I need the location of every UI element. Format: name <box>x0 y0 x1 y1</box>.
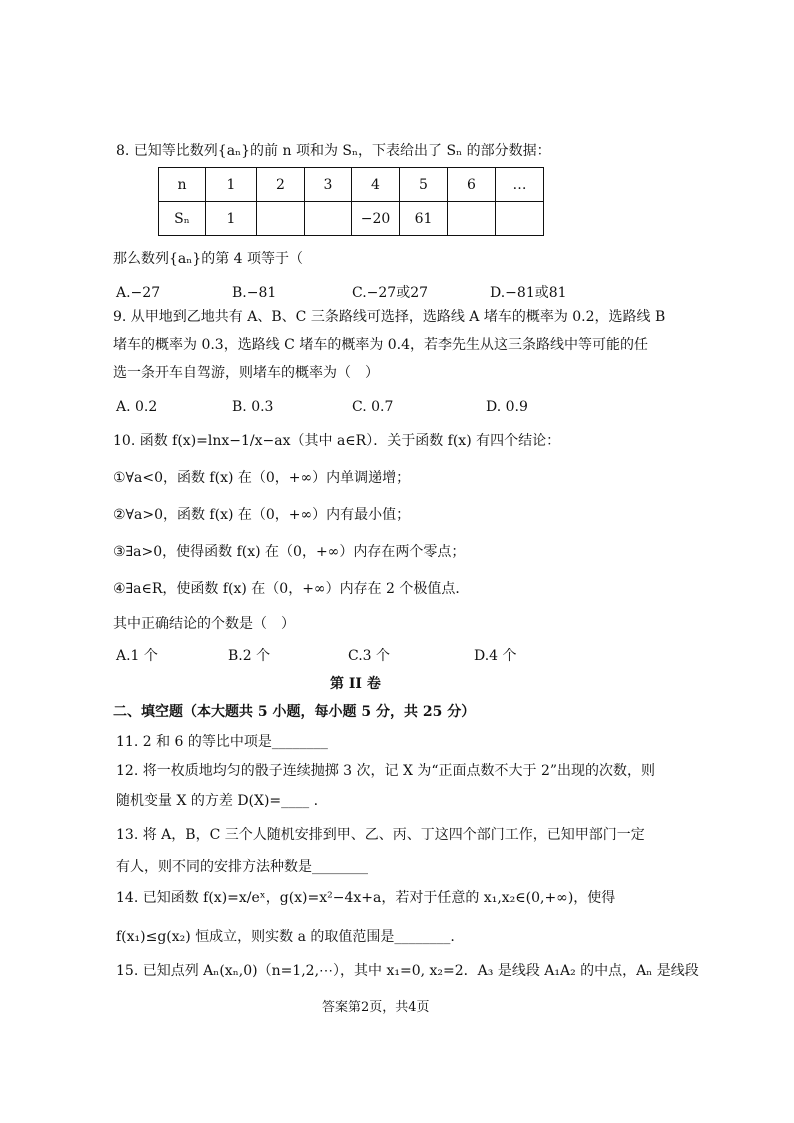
q12-line-1: 12. 将一枚质地均匀的骰子连续抛掷 3 次，记 X 为“正面点数不大于 2”出现的次数，则 <box>116 763 656 779</box>
table-cell: 3 <box>305 168 352 202</box>
q9-choice-a: A. 0.2 <box>116 399 158 415</box>
q8-choice-b: B.−81 <box>232 285 277 301</box>
q8-choice-a: A.−27 <box>116 285 161 301</box>
table-cell: 5 <box>400 168 448 202</box>
q10-stem: 10. 函数 f(x)=lnx−1/x−ax（其中 a∈R）．关于函数 f(x) 有四个结论： <box>113 433 561 449</box>
q10-conclusion-3: ③∃a>0，使得函数 f(x) 在（0，+∞）内存在两个零点； <box>113 544 466 560</box>
q10-conclusion-4: ④∃a∈R，使函数 f(x) 在（0，+∞）内存在 2 个极值点． <box>113 581 470 597</box>
q9-choice-c: C. 0.7 <box>352 399 394 415</box>
q10-choice-b: B.2 个 <box>228 648 271 664</box>
q8-choice-d: D.−81或81 <box>490 285 567 301</box>
q10-conclusion-2: ②∀a>0，函数 f(x) 在（0，+∞）内有最小值； <box>113 507 411 523</box>
q10-choice-d: D.4 个 <box>474 648 517 664</box>
table-cell: 4 <box>352 168 400 202</box>
table-cell: 6 <box>448 168 496 202</box>
table-cell: 61 <box>400 202 448 236</box>
q9-line-1: 9. 从甲地到乙地共有 A、B、C 三条路线可选择，选路线 A 堵车的概率为 0.2，选路线 B <box>113 309 666 325</box>
q9-choice-d: D. 0.9 <box>486 399 528 415</box>
q14-line-2: f(x₁)≤g(x₂) 恒成立，则实数 a 的取值范围是________. <box>116 929 455 945</box>
q13-line-1: 13. 将 A，B，C 三个人随机安排到甲、乙、丙、丁这四个部门工作，已知甲部门一定 <box>116 827 645 843</box>
table-cell: 2 <box>257 168 305 202</box>
q15-line-1: 15. 已知点列 Aₙ(xₙ,0)（n=1,2,⋯），其中 x₁=0, x₂=2．A₃ 是线段 A₁A₂ 的中点，Aₙ 是线段 <box>116 963 699 979</box>
table-row <box>159 168 544 202</box>
table-cell <box>257 202 305 236</box>
table-cell: n <box>159 168 206 202</box>
q10-choice-c: C.3 个 <box>348 648 391 664</box>
q12-line-2: 随机变量 X 的方差 D(X)=____ . <box>116 793 319 809</box>
table-cell <box>448 202 496 236</box>
q9-line-2: 堵车的概率为 0.3，选路线 C 堵车的概率为 0.4，若李先生从这三条路线中等可能的任 <box>113 337 649 353</box>
q8-question: 那么数列{aₙ}的第 4 项等于（ <box>113 251 304 267</box>
q10-conclusion-1: ①∀a<0，函数 f(x) 在（0，+∞）内单调递增； <box>113 470 411 486</box>
section-title: 二、填空题（本大题共 5 小题，每小题 5 分，共 25 分） <box>113 704 476 720</box>
q9-line-3: 选一条开车自驾游，则堵车的概率为（ ） <box>113 365 379 381</box>
table-row <box>159 202 544 236</box>
page-footer: 答案第2页，共4页 <box>322 1000 430 1015</box>
q14-line-1: 14. 已知函数 f(x)=x/eˣ，g(x)=x²−4x+a，若对于任意的 x₁,x₂∈(0,+∞)，使得 <box>116 890 616 906</box>
q11: 11. 2 和 6 的等比中项是________ <box>116 734 328 750</box>
q8-sn-table <box>158 167 544 236</box>
q8-choice-c: C.−27或27 <box>352 285 429 301</box>
section-volume-title: 第 II 卷 <box>330 676 381 692</box>
table-cell <box>305 202 352 236</box>
q9-choice-b: B. 0.3 <box>232 399 274 415</box>
table-cell: −20 <box>352 202 400 236</box>
table-cell: 1 <box>206 202 257 236</box>
q13-line-2: 有人，则不同的安排方法种数是________ <box>116 859 368 875</box>
table-cell: Sₙ <box>159 202 206 236</box>
table-cell <box>496 202 544 236</box>
q8-stem: 8. 已知等比数列{aₙ}的前 n 项和为 Sₙ，下表给出了 Sₙ 的部分数据： <box>116 143 551 159</box>
q10-question: 其中正确结论的个数是（ ） <box>113 616 295 632</box>
table-cell: 1 <box>206 168 257 202</box>
q10-choice-a: A.1 个 <box>116 648 158 664</box>
table-cell: … <box>496 168 544 202</box>
